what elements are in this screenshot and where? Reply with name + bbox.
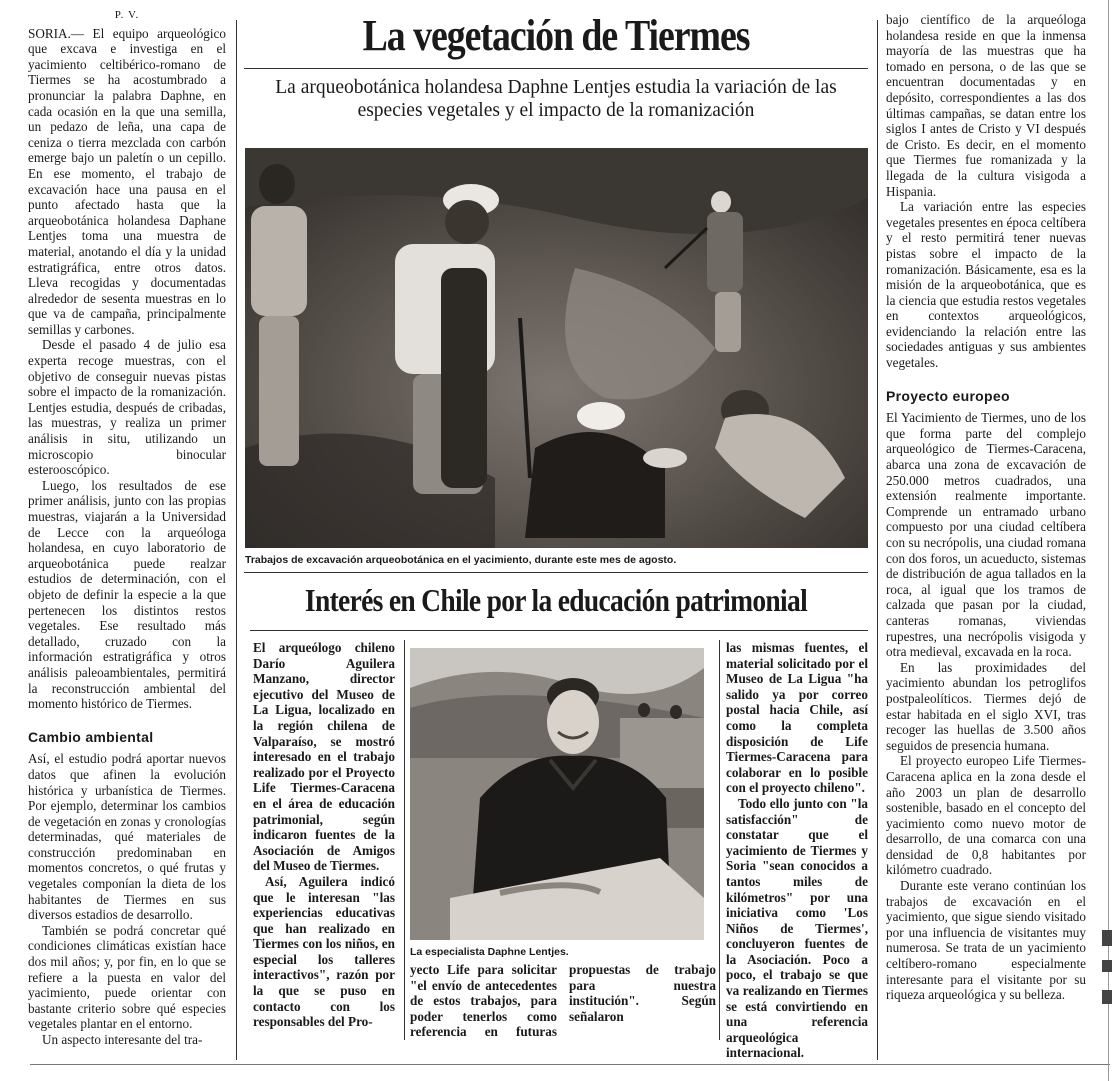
paragraph: El proyecto europeo Life Tiermes-Caracena aplica en la zona desde el año 2003 un plan de desarrollo sostenible, basado en el concepto del yacimiento como nuevo motor de desarrollo, de una comarca con una densidad de 0,8 habitantes por kilómetro cuadrado. <box>886 753 1086 878</box>
paragraph: Un aspecto interesante del tra- <box>42 1032 203 1047</box>
page-bottom-edge <box>30 1064 1110 1065</box>
paragraph: Así, Aguilera indicó que le interesan "las experiencias educativas que han realizado en Tiermes con los niños, en especial los talleres interactivos", razón por la que se puso en contacto con los responsables del Pro- <box>253 873 395 1030</box>
paragraph: El Yacimiento de Tiermes, uno de los que forma parte del complejo arqueológico de Tiermes-Caracena, abarca una zona de excavación de 250.000 metros cuadrados, una extensión realmente importante. Comprende un entramado urbano compuesto por una ciudad celtíbera con su necrópolis, una ciudad romana con dos foros, un acueducto, sistemas de distribución de agua tallados en la roca, al igual que los tramos de calzada que pasan por la ciudad, canteras romanas, viviendas rupestres, una necrópolis visigoda y otra medieval, excavada en la roca. <box>886 410 1086 660</box>
column-divider <box>877 20 878 1060</box>
sidebar-bottom-text <box>410 962 716 1040</box>
paragraph: Durante este verano continúan los trabajos de excavación en el yacimiento, que sigue siendo visitado por una influencia de visitantes muy numerosa. Se trata de un yacimiento celtíbero-romano especialmente interesante para el visitante por su riqueza arqueológica y su belleza. <box>886 878 1086 1003</box>
paragraph: SORIA.— El equipo arqueológico que excava e investiga en el yacimiento celtibérico-romano de Tiermes se ha acostumbrado a pronunciar la palabra Daphne, en cada ocasión en la que una semilla, un pedazo de leña, una capa de ceniza o tierra mezclada con carbón emerge bajo un paletín o un cepillo. En ese momento, el trabajo de excavación hace una pausa en el punto afectado hasta que la arqueobotánica holandesa Daphane Lentjes toma una muestra de material, anotando el día y la unidad estratigráfica, entre otros datos. Lleva recogidas y documentadas alrededor de sesenta muestras en lo que va de campaña, principalmente semillas y carbones. <box>28 25 226 337</box>
paragraph: Todo ello junto con "la satisfacción" de constatar que el yacimiento de Tiermes y Soria "sean conocidos a tantos miles de kilómetros" por una iniciativa como 'Los Niños de Tiermes', concluyeron fuentes de la Asociación. Poco a poco, el trabajo se que va realizando en Tiermes se está convirtiendo en una referencia arqueológica internacional. <box>726 795 868 1061</box>
left-text-column <box>28 8 226 1048</box>
scan-mark <box>1102 960 1112 972</box>
sidebar-column-3 <box>726 640 868 1061</box>
paragraph: La variación entre las especies vegetales presentes en época celtíbera y el resto permitirá tener nuevas pistas sobre el impacto de la romanización. Básicamente, esa es la misión de la arqueobotánica, que es la ciencia que estudia restos vegetales en contextos arqueológicos, evidenciando la relación entre las sociedades antiguas y sus ambientes vegetales. <box>886 199 1086 371</box>
sidebar-divider <box>719 640 720 1040</box>
subheadline: La arqueobotánica holandesa Daphne Lentjes estudia la variación de las especies vegetales y el impacto de la romanización <box>275 77 837 121</box>
byline: P. V. <box>114 9 140 21</box>
sidebar-column-1 <box>253 640 395 1030</box>
excavation-photo <box>245 148 868 548</box>
page-right-edge <box>1108 0 1109 1081</box>
paragraph: yecto Life para solicitar "el envío de antecedentes de estos trabajos, para poder tenerlos como referencia en futuras propuestas de trabajo para nuestra institución". Según señalaron <box>410 962 716 1040</box>
paragraph: Luego, los resultados de ese primer análisis, junto con las propias muestras, viajarán a la Universidad de Lecce con la arqueóloga holandesa, en cuyo laboratorio de arqueobotánica puede realzar estudios de determinación, con el objeto de definir la especie a la que pertenecen los distintos restos vegetales. Ese resultado más detallado, cruzado con la información estratigráfica y otros análisis paleoambientales, permitirá la reconstrucción ambiental del momento histórico de Tiermes. <box>28 477 226 712</box>
scan-mark <box>1102 930 1112 946</box>
headline-rule <box>244 68 868 69</box>
paragraph: bajo científico de la arqueóloga holandesa reside en que la inmensa mayoría de las muestras que ha tomado en persona, o de las que se encuentran documentadas y en depósito, correspondientes a las dos últimas campañas, se datan entre los siglos I antes de Cristo y VI después de Cristo. Es decir, en el momento que Tiermes fue romanizada y la llegada de la cultura visigoda a Hispania. <box>886 12 1086 199</box>
headline: La vegetación de Tiermes <box>362 11 750 60</box>
sidebar-divider <box>404 640 405 1040</box>
scan-mark <box>1102 990 1112 1004</box>
paragraph: las mismas fuentes, el material solicitado por el Museo de La Ligua "ha salido ya por correo postal hacia Chile, así como la completa disposición de Life Tiermes-Caracena para colaborar en lo posible con el proyecto chileno". <box>726 640 868 796</box>
paragraph: En las proximidades del yacimiento abundan los petroglifos postpaleolíticos. Tiermes dejó de estar habitada en el siglo XVI, tras recoger las huellas de 3.500 años seguidos de presencia humana. <box>886 659 1086 753</box>
paragraph: El arqueólogo chileno Darío Aguilera Manzano, director ejecutivo del Museo de La Ligua, localizado en la región chilena de Valparaíso, se mostró interesado en el trabajo realizado por el Proyecto Life Tiermes-Caracena en el área de educación patrimonial, según indicaron fuentes de la Asociación de Amigos del Museo de Tiermes. <box>253 640 395 874</box>
paragraph: Desde el pasado 4 de julio esa experta recoge muestras, con el objetivo de conseguir nuevas pistas sobre el impacto de la romanización. Lentjes estudia, después de cribadas, las muestras, y realiza un primer análisis in situ, utilizando un microscopio binocular esterooscópico. <box>28 337 226 478</box>
section-heading-cambio-ambiental: Cambio ambiental <box>28 728 154 745</box>
sidebar-top-rule <box>244 572 868 573</box>
column-divider <box>236 20 237 1060</box>
section-heading-proyecto-europeo: Proyecto europeo <box>886 387 1010 404</box>
photo-caption: Trabajos de excavación arqueobotánica en el yacimiento, durante este mes de agosto. <box>245 554 677 566</box>
paragraph: Así, el estudio podrá aportar nuevos datos que afinen la evolución histórica y urbanística de Tiermes. Por ejemplo, determinar los cambios de vegetación en zonas y cronologías determinadas, qué materiales de construcción predominaban en momentos concretos, o qué frutas y vegetales componían la dieta de los habitantes de Tiermes en sus diversos estadios de desarrollo. <box>28 751 226 923</box>
portrait-photo <box>410 648 704 940</box>
portrait-caption: La especialista Daphne Lentjes. <box>410 946 569 958</box>
right-text-column <box>886 12 1086 1003</box>
paragraph: También se podrá concretar qué condiciones climáticas existían hace dos mil años; y, por fin, en lo que se refiere a la puesta en valor del yacimiento, puede orientar con bastante criterio sobre qué especies vegetales plantar en el entorno. <box>28 922 226 1032</box>
sidebar-headline-rule <box>250 630 868 631</box>
sidebar-headline: Interés en Chile por la educación patrimonial <box>304 582 808 618</box>
